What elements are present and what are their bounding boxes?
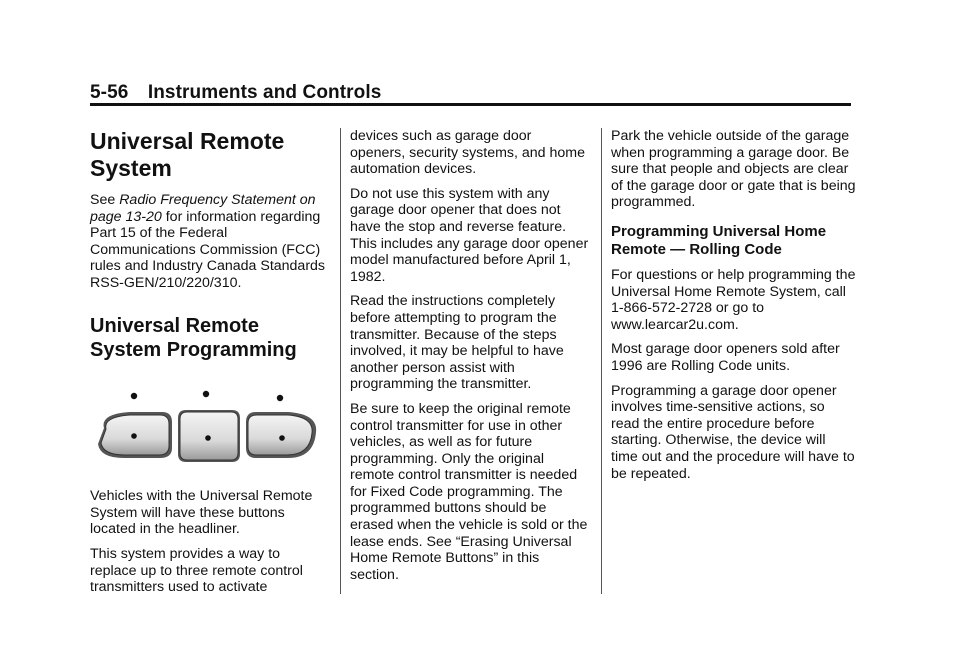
paragraph-devices: devices such as garage door openers, security systems, and home automation devices. [350, 128, 585, 178]
column-1 [90, 128, 330, 604]
paragraph-questions: For questions or help programming the Universal Home Remote System, call 1-866-572-2728 or go to www.learcar2u.com. [611, 266, 856, 333]
column-divider-1 [340, 128, 341, 594]
header-text [90, 82, 850, 104]
paragraph-fcc [90, 192, 330, 292]
paragraph-vehicles-with: Vehicles with the Universal Remote System will have these buttons located in the headliner. [90, 488, 313, 538]
page-number: 5-56 [90, 82, 129, 103]
paragraph-keep-original: Be sure to keep the original remote control transmitter for use in other vehicles, as well as for future programming. Only the original remote control transmitter is needed for Fixed Code programming. The programmed buttons should be erased when the vehicle is sold or the lease ends. See “Erasing Universal Home Remote Buttons” in this section. [350, 400, 588, 583]
column-3 [611, 128, 856, 490]
button-1-indicator-icon [131, 392, 137, 398]
paragraph-most-openers: Most garage door openers sold after 1996 are Rolling Code units. [611, 341, 840, 374]
title-programming: Universal Remote System Programming [90, 314, 297, 361]
radio-frequency-link[interactable]: Radio Frequency Statement on page 13-20 [90, 192, 316, 225]
button-2-dot-icon [205, 435, 211, 441]
remote-button-3[interactable] [246, 412, 316, 458]
subtitle-rolling-code: Programming Universal Home Remote — Rolling Code [611, 222, 827, 258]
remote-button-1[interactable] [98, 412, 172, 458]
paragraph-read-instructions: Read the instructions completely before attempting to program the transmitter. Because of the steps involved, it may be helpful to have another person assist with programming the transmitter. [350, 293, 564, 393]
header-rule [90, 103, 851, 106]
remote-button-2[interactable] [178, 410, 240, 462]
title-universal-remote-system: Universal Remote System [90, 128, 285, 181]
button-2-indicator-icon [203, 390, 209, 396]
column-divider-2 [601, 128, 602, 594]
headliner-buttons-illustration [90, 384, 326, 476]
page-header [90, 82, 850, 104]
paragraph-park-vehicle: Park the vehicle outside of the garage when programming a garage door. Be sure that people and objects are clear of the garage door or gate that is being programmed. [611, 128, 856, 211]
paragraph-system-provides: This system provides a way to replace up to three remote control transmitters used to activate [90, 545, 303, 596]
fcc-text: for information regarding Part 15 of the Federal Communications Commission (FCC) rules and Industry Canada Standards RSS-GEN/210/220/310. [90, 208, 326, 291]
paragraph-do-not-use: Do not use this system with any garage door opener that does not have the stop and reverse feature. This includes any garage door opener model manufactured before April 1, 1982. [350, 185, 589, 285]
button-3-dot-icon [279, 435, 285, 441]
see-text: See [90, 192, 120, 208]
button-1-dot-icon [131, 433, 137, 439]
column-2 [350, 128, 590, 591]
paragraph-time-sensitive: Programming a garage door opener involves time-sensitive actions, so read the entire procedure before starting. Otherwise, the device will time out and the procedure will have to be repeated. [611, 382, 855, 482]
section-title: Instruments and Controls [147, 82, 382, 103]
button-3-indicator-icon [277, 394, 283, 400]
